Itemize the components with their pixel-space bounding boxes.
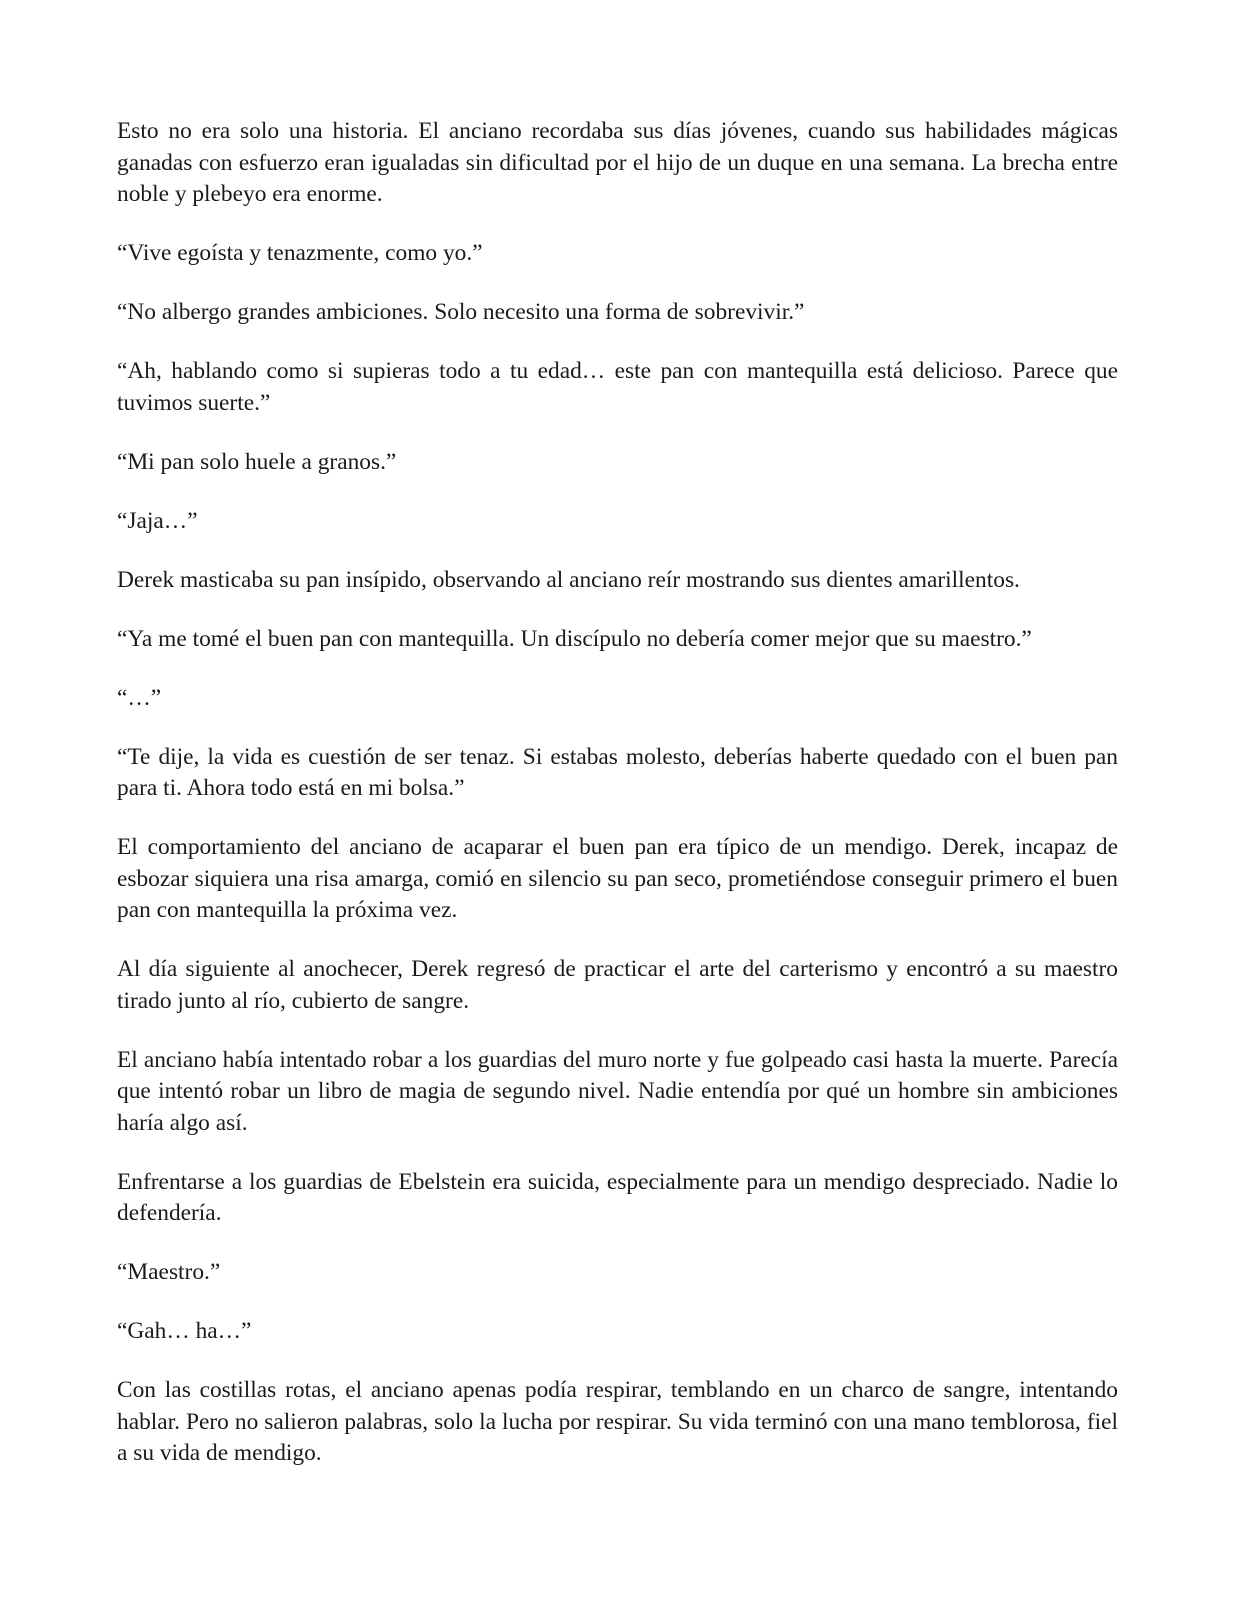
body-text (117, 116, 1118, 1497)
paragraph-15: “Maestro.” (117, 1259, 221, 1285)
paragraph-17: Con las costillas rotas, el anciano apenas podía respirar, temblando en un charco de sangre, intentando hablar. Pero no salieron palabras, solo la lucha por respirar. Su vida terminó con una mano temblorosa, fiel a su vida de mendigo. (117, 1377, 1118, 1466)
paragraph-10: “Te dije, la vida es cuestión de ser tenaz. Si estabas molesto, deberías haberte quedado con el buen pan para ti. Ahora todo está en mi bolsa.” (117, 743, 1118, 801)
paragraph-14: Enfrentarse a los guardias de Ebelstein era suicida, especialmente para un mendigo despreciado. Nadie lo defendería. (117, 1168, 1118, 1226)
paragraph-3: “No albergo grandes ambiciones. Solo necesito una forma de sobrevivir.” (117, 299, 805, 325)
paragraph-13: El anciano había intentado robar a los guardias del muro norte y fue golpeado casi hasta la muerte. Parecía que intentó robar un libro de magia de segundo nivel. Nadie entendía por qué un hombre sin ambiciones haría algo así. (117, 1046, 1118, 1136)
paragraph-11: El comportamiento del anciano de acaparar el buen pan era típico de un mendigo. Derek, incapaz de esbozar siquiera una risa amarga, comió en silencio su pan seco, prometiéndose conseguir primero el buen pan con mantequilla la próxima vez. (117, 834, 1118, 923)
paragraph-1: Esto no era solo una historia. El anciano recordaba sus días jóvenes, cuando sus habilidades mágicas ganadas con esfuerzo eran igualadas sin dificultad por el hijo de un duque en una semana. La brecha entre noble y plebeyo era enorme. (117, 118, 1118, 207)
paragraph-4: “Ah, hablando como si supieras todo a tu edad… este pan con mantequilla está delicioso. Parece que tuvimos suerte.” (117, 358, 1118, 416)
paragraph-5: “Mi pan solo huele a granos.” (117, 448, 397, 475)
paragraph-9: “…” (117, 684, 162, 711)
paragraph-6: “Jaja…” (117, 507, 198, 534)
paragraph-2: “Vive egoísta y tenazmente, como yo.” (117, 240, 483, 266)
paragraph-16: “Gah… ha…” (117, 1318, 252, 1344)
paragraph-8: “Ya me tomé el buen pan con mantequilla. Un discípulo no debería comer mejor que su maestro.” (117, 625, 1032, 652)
paragraph-7: Derek masticaba su pan insípido, observando al anciano reír mostrando sus dientes amarillentos. (117, 566, 1020, 593)
paragraph-12: Al día siguiente al anochecer, Derek regresó de practicar el arte del carterismo y encontró a su maestro tirado junto al río, cubierto de sangre. (117, 956, 1118, 1014)
